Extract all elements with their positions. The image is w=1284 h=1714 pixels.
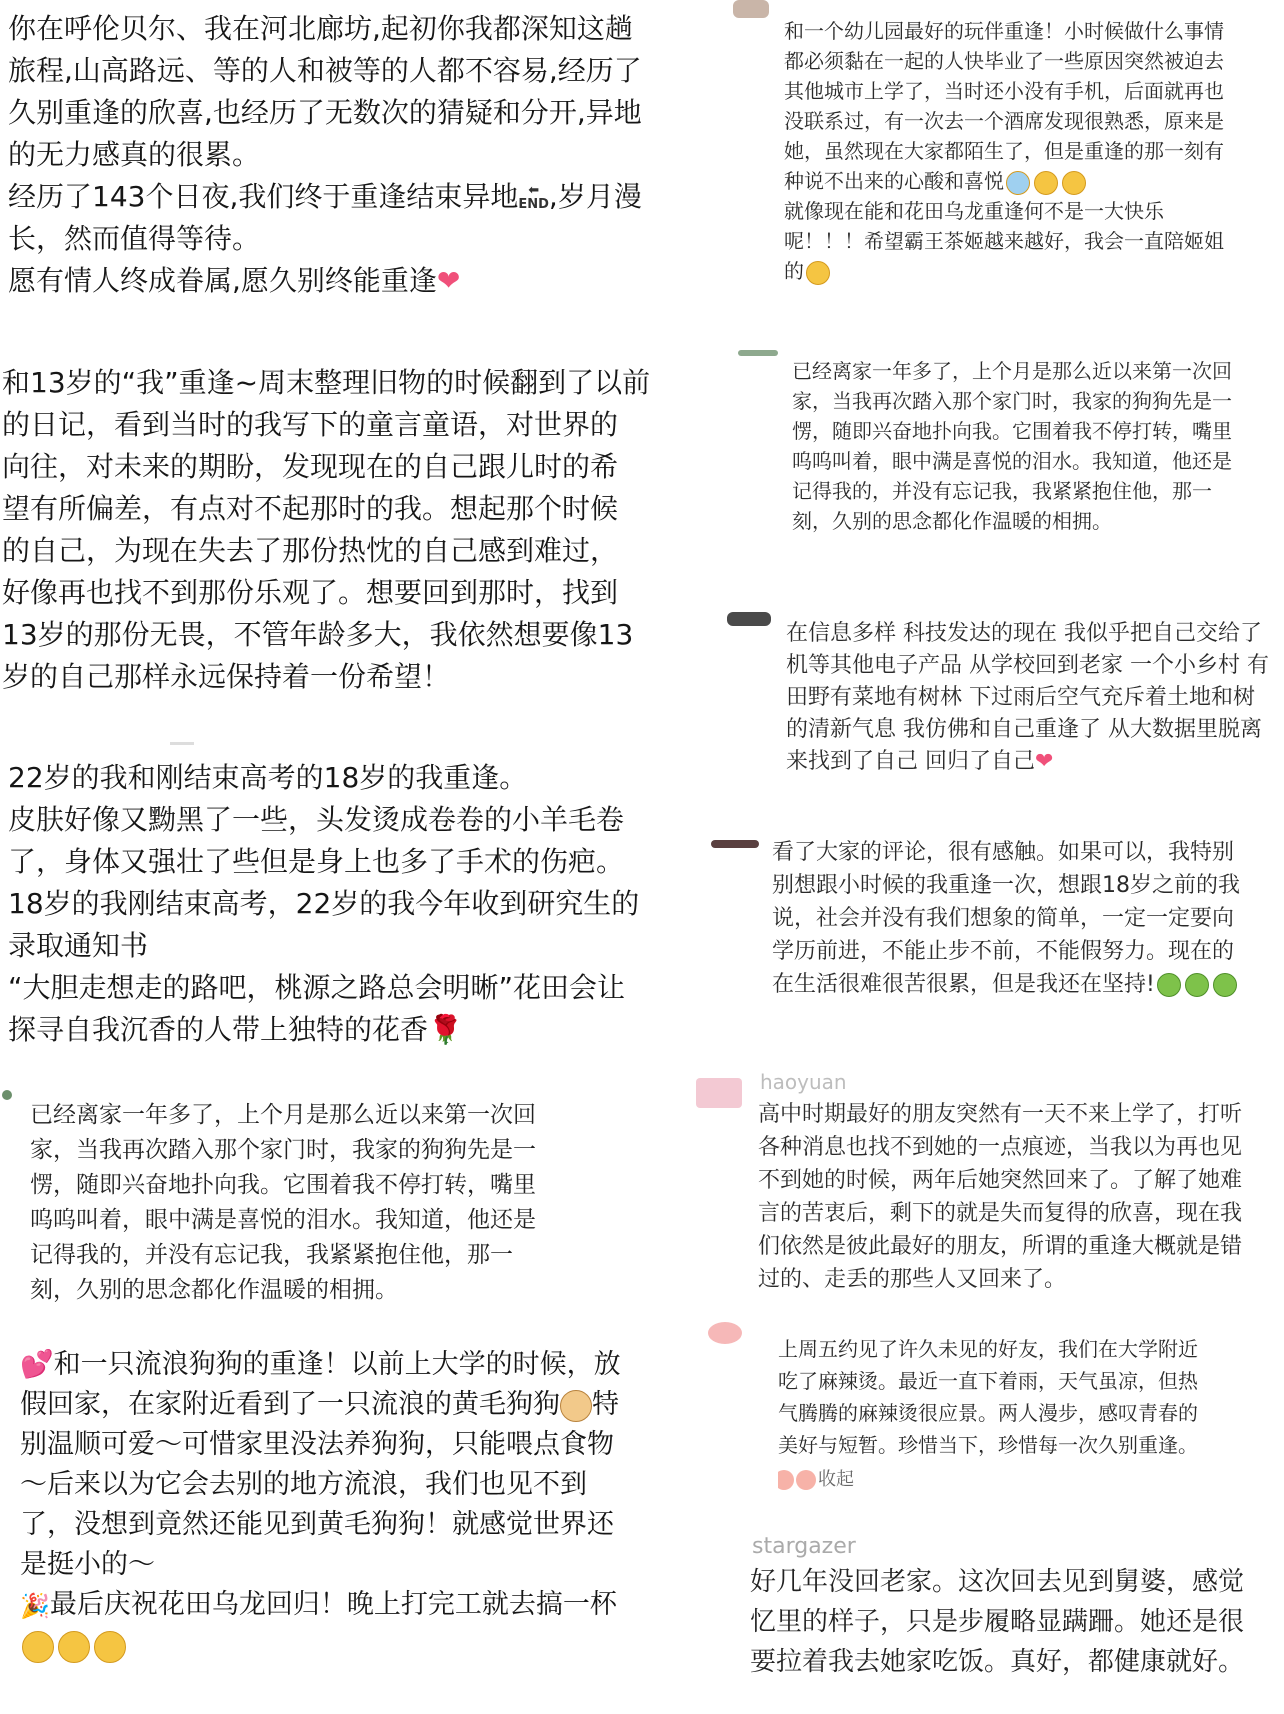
comment-text-line: 就像现在能和花田乌龙重逢何不是一大快乐 [784, 199, 1164, 223]
comment-text-line: 都必须黏在一起的人快毕业了一些原因突然被迫去 [784, 49, 1224, 73]
comment-text-line: 学历前进，不能止步不前，不能假努力。现在的 [772, 939, 1235, 964]
comment-text-line: 吃了麻辣烫。最近一直下着雨，天气虽凉，但热 [778, 1369, 1198, 1393]
comment-text-line: 别想跟小时候的我重逢一次，想跟18岁之前的我 [772, 873, 1240, 898]
frog-icon [1157, 973, 1181, 997]
comment-text-line: 呜呜叫着，眼中满是喜悦的泪水。我知道，他还是 [792, 449, 1232, 473]
comment-text-line: 好几年没回老家。这次回去见到舅婆，感觉 [750, 1567, 1245, 1597]
post-text-line: 皮肤好像又黝黑了一些，头发烫成卷卷的小羊毛卷 [8, 803, 625, 836]
comment-text-line: 记得我的，并没有忘记我，我紧紧抱住他，那一 [792, 479, 1212, 503]
post-text-line: ～后来以为它会去别的地方流浪，我们也见不到 [20, 1469, 587, 1500]
post-text-segment: 探寻自我沉香的人带上独特的花香 [8, 1013, 429, 1046]
avatar[interactable] [738, 350, 778, 356]
emoji-row [20, 1626, 710, 1666]
post-text-line: 岁的自己那样永远保持着一份希望！ [2, 660, 451, 693]
comment-text-line: 看了大家的评论，很有感触。如果可以，我特别 [772, 840, 1235, 865]
surprised-face-icon [22, 1631, 54, 1663]
surprised-face-icon [58, 1631, 90, 1663]
post-text-line: 18岁的我刚结束高考，22岁的我今年收到研究生的 [8, 887, 640, 920]
post-text-line [20, 1585, 710, 1626]
sticker-icon [778, 1470, 794, 1490]
post-text-segment: 最后庆祝花田乌龙回归！晚上打完工就去搞一杯 [49, 1589, 617, 1620]
post-text-line: 是挺小的～ [20, 1549, 155, 1580]
comment-text-line: 过的、走丢的那些人又回来了。 [758, 1267, 1067, 1292]
post-text-line: 了，身体又强壮了些但是身上也多了手术的伤疤。 [8, 845, 625, 878]
comment-text-segment: 来找到了自己 回归了自己 [786, 749, 1035, 774]
avatar[interactable] [727, 612, 771, 626]
frog-icon [1185, 973, 1209, 997]
avatar[interactable] [733, 0, 769, 18]
hearts-icon: 💕 [20, 1349, 54, 1380]
comment-card-dog-reunion [792, 356, 1282, 546]
comment-text-line: 没联系过，有一次去一个酒席发现很熟悉，原来是 [784, 109, 1224, 133]
post-card-stray-dog [20, 1345, 710, 1675]
post-text-line: 的无力感真的很累。 [8, 138, 261, 171]
post-text-segment: 经历了143个日夜,我们终于重逢结束异地 [8, 180, 519, 213]
comment-text-line: 其他城市上学了，当时还小没有手机，后面就再也 [784, 79, 1224, 103]
pleading-face-icon [1034, 171, 1058, 195]
post-text-line: 好像再也找不到那份乐观了。想要回到那时，找到 [2, 576, 619, 609]
comment-text-line [784, 166, 1284, 196]
comment-text-segment: 的 [784, 259, 804, 283]
comment-username[interactable]: haoyuan [760, 1070, 847, 1094]
post-text-line: 旅程,山高路远、等的人和被等的人都不容易,经历了 [8, 54, 642, 87]
comment-text-line: 的清新气息 我仿佛和自己重逢了 从大数据里脱离 [786, 717, 1262, 742]
post-text-line: 长，然而值得等待。 [8, 222, 261, 255]
comment-text-line: 言的苦衷后，剩下的就是失而复得的欣喜，现在我 [758, 1201, 1243, 1226]
comment-text-line: 刻，久别的思念都化作温暖的相拥。 [792, 509, 1112, 533]
comment-card-grandma [750, 1562, 1284, 1702]
comment-text-line: 各种消息也找不到她的一点痕迹，当我以为再也见 [758, 1135, 1243, 1160]
comment-card-spicy-hotpot [778, 1333, 1258, 1503]
comment-text-line: 和一个幼儿园最好的玩伴重逢！小时候做什么事情 [784, 19, 1224, 43]
collapse-row [778, 1461, 1258, 1497]
post-text-segment: 假回家，在家附近看到了一只流浪的黄毛狗狗 [20, 1389, 560, 1420]
comment-text-line [772, 968, 1284, 1001]
post-text-line: 望有所偏差，有点对不起那时的我。想起那个时候 [2, 492, 619, 525]
post-text-line: 向往，对未来的期盼，发现现在的自己跟儿时的希 [2, 450, 619, 483]
party-popper-icon: 🎉 [20, 1591, 50, 1620]
post-card-22-years-old [8, 757, 708, 1057]
post-text-line: 的日记，看到当时的我写下的童言童语，对世界的 [2, 408, 619, 441]
post-text-line: 13岁的那份无畏，不管年龄多大，我依然想要像13 [2, 618, 634, 651]
post-text-line: 和13岁的“我”重逢~周末整理旧物的时候翻到了以前 [2, 366, 651, 399]
comment-text-line: 已经离家一年多了，上个月是那么近以来第一次回 [792, 359, 1232, 383]
post-text-line [20, 1385, 710, 1425]
comment-text-line [786, 746, 1284, 778]
post-card-long-distance [8, 8, 708, 308]
comment-text-line [784, 256, 1284, 286]
comment-text-line: 忆里的样子，只是步履略显蹒跚。她还是很 [750, 1607, 1245, 1637]
post-text-line [20, 1345, 710, 1385]
comment-username[interactable]: stargazer [752, 1534, 856, 1559]
comment-text-line: 要拉着我去她家吃饭。真好，都健康就好。 [750, 1647, 1245, 1677]
comment-text-line: 高中时期最好的朋友突然有一天不来上学了，打听 [758, 1102, 1243, 1127]
avatar[interactable] [708, 1322, 742, 1344]
avatar[interactable] [711, 840, 759, 848]
surprised-face-icon [94, 1631, 126, 1663]
dog-face-icon [560, 1390, 592, 1422]
post-text-line: 已经离家一年多了，上个月是那么近以来第一次回 [30, 1102, 536, 1128]
comment-text-line: 气腾腾的麻辣烫很应景。两人漫步，感叹青春的 [778, 1401, 1198, 1425]
avatar[interactable] [2, 1090, 12, 1100]
post-text-line [8, 1009, 708, 1051]
heart-icon: ❤ [1035, 749, 1054, 774]
comment-text-line: 呢！！！希望霸王茶姬越来越好，我会一直陪姬姐 [784, 229, 1224, 253]
comment-text-line: 美好与短暂。珍惜当下，珍惜每一次久别重逢。 [778, 1433, 1198, 1457]
post-text-line: 刻，久别的思念都化作温暖的相拥。 [30, 1277, 398, 1303]
sticker-icon [796, 1470, 816, 1490]
post-text-segment: 和一只流浪狗狗的重逢！以前上大学的时候，放 [53, 1349, 621, 1380]
comment-text-line: 愣，随即兴奋地扑向我。它围着我不停打转，嘴里 [792, 419, 1232, 443]
post-text-line: 久别重逢的欣喜,也经历了无数次的猜疑和分开,异地 [8, 96, 642, 129]
post-text-line: 别温顺可爱～可惜家里没法养狗狗，只能喂点食物 [20, 1429, 614, 1460]
comment-text-line: 她，虽然现在大家都陌生了，但是重逢的那一刻有 [784, 139, 1224, 163]
post-text-line: 你在呼伦贝尔、我在河北廊坊,起初你我都深知这趟 [8, 12, 633, 45]
post-text-segment: ,岁月漫 [548, 180, 642, 213]
post-card-13-years-old [2, 362, 714, 707]
post-text-segment: 愿有情人终成眷属,愿久别终能重逢 [8, 264, 437, 297]
rose-icon: 🌹 [428, 1013, 463, 1046]
post-card-dog-reunion [30, 1098, 670, 1318]
post-text-line [8, 176, 708, 218]
comment-text-line: 上周五约见了许久未见的好友，我们在大学附近 [778, 1337, 1198, 1361]
avatar[interactable] [696, 1078, 742, 1108]
comment-text-line: 在信息多样 科技发达的现在 我似乎把自己交给了 [786, 621, 1262, 646]
pleading-face-icon [1062, 171, 1086, 195]
comment-card-hometown [786, 618, 1284, 778]
comment-text-segment: 种说不出来的心酸和喜悦 [784, 169, 1004, 193]
party-face-icon [806, 261, 830, 285]
post-text-line: 了，没想到竟然还能见到黄毛狗狗！就感觉世界还 [20, 1509, 614, 1540]
comment-text-line: 不到她的时候，两年后她突然回来了。了解了她难 [758, 1168, 1243, 1193]
post-text-line: 呜呜叫着，眼中满是喜悦的泪水。我知道，他还是 [30, 1207, 536, 1233]
post-text-line [8, 260, 708, 302]
end-arrow-icon: ⬅ END [518, 183, 549, 212]
post-text-line: 的自己，为现在失去了那份热忱的自己感到难过， [2, 534, 619, 567]
post-text-line: 家，当我再次踏入那个家门时，我家的狗狗先是一 [30, 1137, 536, 1163]
divider [170, 742, 194, 745]
crying-face-icon [1006, 171, 1030, 195]
comment-text-line: 田野有菜地有树林 下过雨后空气充斥着土地和树 [786, 685, 1255, 710]
comment-card-high-school-friend [758, 1098, 1284, 1298]
post-text-line: “大胆走想走的路吧，桃源之路总会明晰”花田会让 [8, 971, 626, 1004]
frog-icon [1213, 973, 1237, 997]
collapse-button[interactable]: 收起 [818, 1469, 854, 1490]
post-text-line: 录取通知书 [8, 929, 149, 962]
post-text-line: 22岁的我和刚结束高考的18岁的我重逢。 [8, 761, 528, 794]
comment-text-line: 说，社会并没有我们想象的简单，一定一定要向 [772, 906, 1235, 931]
comment-text-line: 家，当我再次踏入那个家门时，我家的狗狗先是一 [792, 389, 1232, 413]
post-text-line: 愣，随即兴奋地扑向我。它围着我不停打转，嘴里 [30, 1172, 536, 1198]
comment-text-segment: 在生活很难很苦很累，但是我还在坚持! [772, 972, 1155, 997]
post-text-segment: 特 [592, 1389, 619, 1420]
heart-icon: ❤ [436, 264, 461, 297]
comment-text-line: 们依然是彼此最好的朋友，所谓的重逢大概就是错 [758, 1234, 1243, 1259]
comment-card-education [772, 836, 1284, 1016]
post-text-line: 记得我的，并没有忘记我，我紧紧抱住他，那一 [30, 1242, 513, 1268]
comment-card-kindergarten [784, 16, 1284, 296]
comment-text-line: 机等其他电子产品 从学校回到老家 一个小乡村 有 [786, 653, 1269, 678]
